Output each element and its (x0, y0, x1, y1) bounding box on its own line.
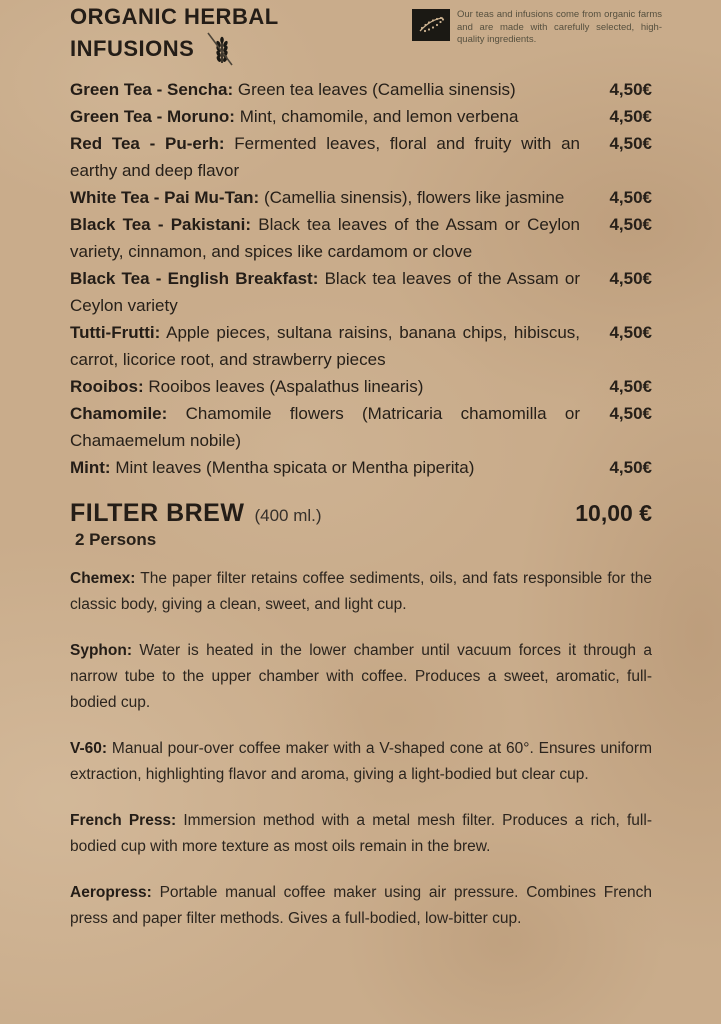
brew-method (70, 736, 652, 788)
item-price: 4,50€ (609, 107, 652, 126)
item-text (70, 211, 594, 265)
menu-item (70, 103, 652, 130)
item-name: Red Tea - Pu-erh: (70, 134, 225, 153)
eu-organic-logo-icon (412, 9, 450, 41)
method-description: Portable manual coffee maker using air pressure. Combines French press and paper filter methods. Gives a full-bodied, low-bitter cup. (70, 884, 652, 927)
menu-page (70, 0, 662, 952)
item-price: 4,50€ (609, 323, 652, 342)
item-text (70, 76, 594, 103)
item-text (70, 400, 594, 454)
item-name: Black Tea - Pakistani: (70, 215, 252, 234)
item-name: Black Tea - English Breakfast: (70, 269, 319, 288)
size-note: (400 ml.) (254, 506, 322, 525)
item-price: 4,50€ (609, 458, 652, 477)
item-description: Fermented leaves, floral and fruity with an earthy and deep flavor (70, 134, 580, 180)
infusions-list (70, 76, 652, 481)
item-price: 4,50€ (609, 80, 652, 99)
item-description: Black tea leaves of the Assam or Ceylon variety, cinnamon, and spices like cardamom or clove (70, 215, 581, 261)
menu-item (70, 400, 652, 454)
menu-item (70, 319, 652, 373)
method-description: Water is heated in the lower chamber until vacuum forces it through a narrow tube to the upper chamber with coffee. Produces a sweet, aromatic, full-bodied cup. (70, 642, 652, 711)
gluten-free-wheat-icon (202, 32, 236, 66)
item-name: Chamomile: (70, 404, 168, 423)
method-name: Aeropress: (70, 884, 152, 901)
item-description: Apple pieces, sultana raisins, banana chips, hibiscus, carrot, licorice root, and strawberry pieces (70, 323, 580, 369)
menu-item (70, 184, 652, 211)
item-name: Green Tea - Moruno: (70, 107, 235, 126)
item-description: Mint, chamomile, and lemon verbena (239, 107, 519, 126)
organic-note-block (412, 9, 662, 47)
menu-item (70, 130, 652, 184)
item-text (70, 130, 594, 184)
brew-methods (70, 566, 652, 932)
item-description: Rooibos leaves (Aspalathus linearis) (148, 377, 424, 396)
method-name: V-60: (70, 740, 108, 757)
item-name: Rooibos: (70, 377, 144, 396)
menu-item (70, 76, 652, 103)
menu-item (70, 454, 652, 481)
item-price: 4,50€ (609, 269, 652, 288)
filter-brew-header (70, 499, 652, 528)
item-price: 4,50€ (609, 134, 652, 153)
method-description: Immersion method with a metal mesh filter. Produces a rich, full-bodied cup with more texture as most oils remain in the brew. (70, 812, 652, 855)
method-name: French Press: (70, 812, 177, 829)
item-name: Mint: (70, 458, 111, 477)
menu-item (70, 265, 652, 319)
brew-method (70, 808, 652, 860)
method-name: Chemex: (70, 570, 136, 587)
item-text (70, 454, 594, 481)
header (70, 0, 662, 72)
brew-method (70, 566, 652, 618)
item-description: (Camellia sinensis), flowers like jasmine (263, 188, 565, 207)
item-description: Chamomile flowers (Matricaria chamomilla or Chamaemelum nobile) (70, 404, 580, 450)
item-text (70, 184, 594, 211)
item-description: Green tea leaves (Camellia sinensis) (237, 80, 516, 99)
item-price: 4,50€ (609, 377, 652, 396)
item-price: 4,50€ (609, 188, 652, 207)
item-price: 4,50€ (609, 215, 652, 234)
item-text (70, 373, 594, 400)
item-description: Black tea leaves of the Assam or Ceylon variety (70, 269, 581, 315)
item-text (70, 103, 594, 130)
section-title: FILTER BREW (70, 499, 245, 527)
menu-item (70, 373, 652, 400)
serving-note: 2 Persons (75, 530, 157, 549)
item-text (70, 319, 594, 373)
item-price: 4,50€ (609, 404, 652, 423)
item-name: Green Tea - Sencha: (70, 80, 234, 99)
title-line-1: ORGANIC HERBAL (70, 4, 279, 29)
method-description: The paper filter retains coffee sediments, oils, and fats responsible for the classic body, giving a clean, sweet, and light cup. (70, 570, 652, 613)
method-description: Manual pour-over coffee maker with a V-shaped cone at 60°. Ensures uniform extraction, highlighting flavor and aroma, giving a light-bodied but clear cup. (70, 740, 652, 783)
method-name: Syphon: (70, 642, 132, 659)
section-price: 10,00 € (575, 500, 652, 526)
organic-note-text: Our teas and infusions come from organic farms and are made with carefully selected, high-quality ingredients. (457, 9, 662, 45)
brew-method (70, 880, 652, 932)
item-name: White Tea - Pai Mu-Tan: (70, 188, 260, 207)
item-text (70, 265, 594, 319)
brew-method (70, 638, 652, 716)
item-name: Tutti-Frutti: (70, 323, 161, 342)
item-description: Mint leaves (Mentha spicata or Mentha piperita) (115, 458, 475, 477)
menu-item (70, 211, 652, 265)
title-line-2: INFUSIONS (70, 36, 195, 61)
